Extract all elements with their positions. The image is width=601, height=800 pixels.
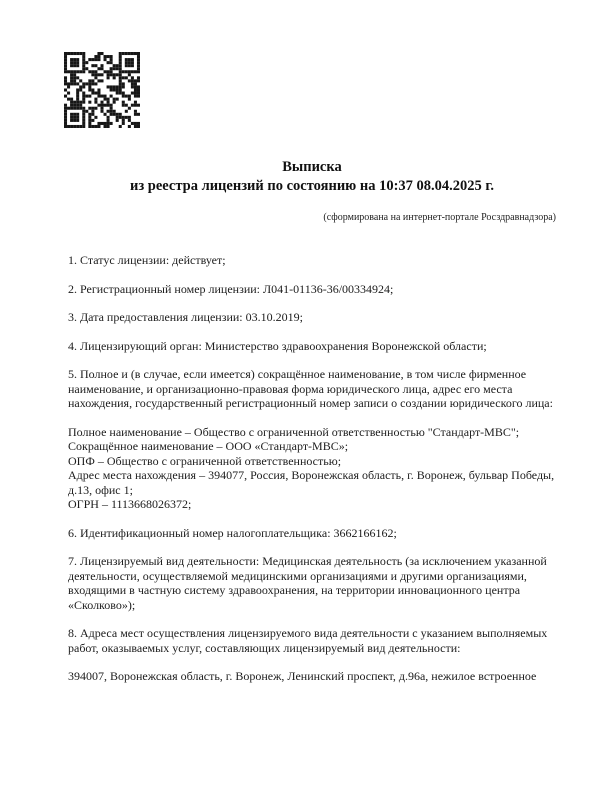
- document-subtitle: (сформирована на интернет-портале Росздравнадзора): [323, 212, 556, 223]
- inn-line: 6. Идентификационный номер налогоплательщика: 3662166162;: [68, 525, 397, 540]
- license-date-line: 3. Дата предоставления лицензии: 03.10.2019;: [68, 310, 303, 324]
- document-body: [68, 253, 556, 684]
- opf-line: ОПФ – Общество с ограниченной ответственностью;: [68, 453, 342, 468]
- document-title: [68, 158, 556, 195]
- full-name-line: Полное наименование – Общество с ограниченной ответственностью "Стандарт-МВС";: [68, 424, 520, 439]
- activity-type-line: 7. Лицензируемый вид деятельности: Медицинская деятельность (за исключением указанной деятельности, осуществляемой медицинскими организациями и другими организациями, входящими в частную систему здравоохранения, на территории инновационного центра «Сколково»);: [68, 554, 547, 612]
- legal-entity-heading: 5. Полное и (в случае, если имеется) сокращённое наименование, в том числе фирменное наименование, и организационно-правовая форма юридического лица, адрес его места нахождения, государственный регистрационный номер записи о создании юридического лица:: [68, 367, 553, 410]
- document-title-line2: из реестра лицензий по состоянию на 10:37 08.04.2025 г.: [129, 177, 495, 194]
- activity-address-line: 394007, Воронежская область, г. Воронеж, Ленинский проспект, д.96а, нежилое встроенное: [68, 669, 537, 683]
- ogrn-line: ОГРН – 1113668026372;: [68, 497, 192, 511]
- short-name-line: Сокращённое наименование – ООО «Стандарт-МВС»;: [68, 439, 349, 453]
- qr-code-icon: [64, 52, 140, 128]
- company-details-block: [68, 425, 556, 512]
- activity-addresses-heading: 8. Адреса мест осуществления лицензируемого вида деятельности с указанием выполняемых работ, оказываемых услуг, составляющих лицензируемый вид деятельности:: [68, 626, 548, 655]
- license-number-line: 2. Регистрационный номер лицензии: Л041-01136-36/00334924;: [68, 281, 394, 296]
- licensing-authority-line: 4. Лицензирующий орган: Министерство здравоохранения Воронежской области;: [68, 338, 487, 353]
- license-status-line: 1. Статус лицензии: действует;: [68, 253, 226, 267]
- legal-address-line: Адрес места нахождения – 394077, Россия, Воронежская область, г. Воронеж, бульвар Победы, д.13, офис 1;: [68, 468, 555, 497]
- document-title-line1: Выписка: [282, 159, 342, 175]
